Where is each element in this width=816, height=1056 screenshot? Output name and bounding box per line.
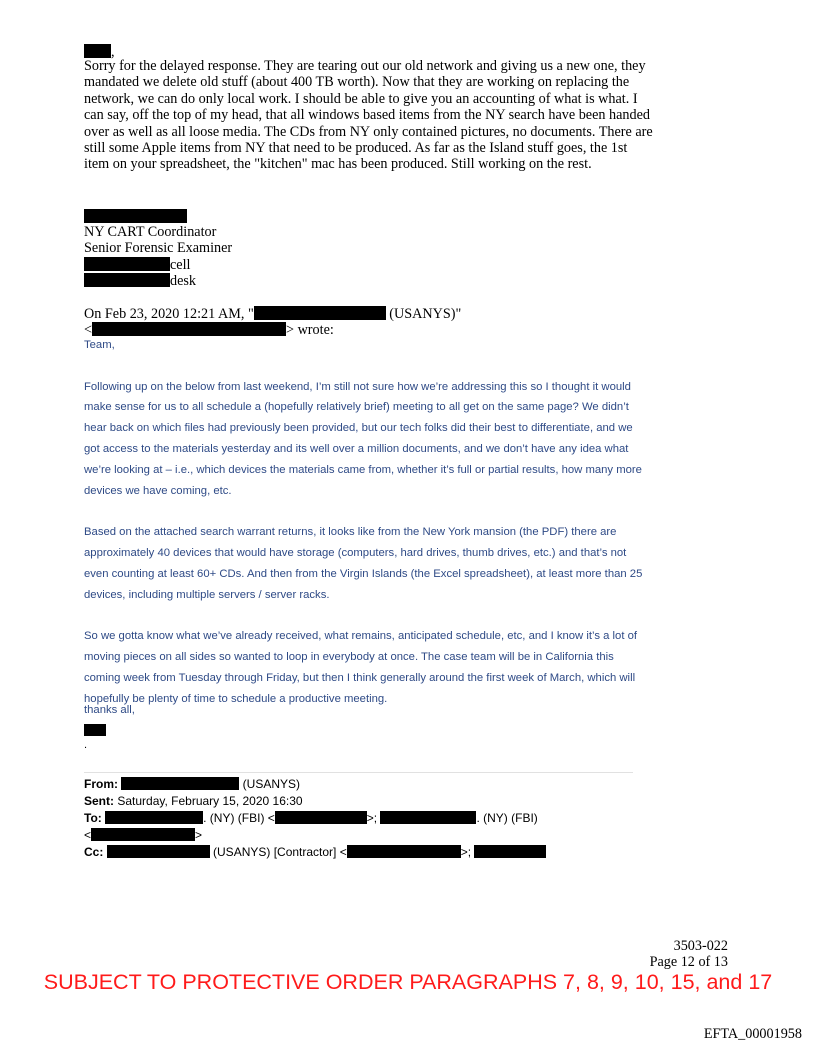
redaction-box [121, 777, 239, 790]
to-text: >; [366, 811, 381, 825]
signature-title: Senior Forensic Examiner [84, 240, 233, 257]
redaction-box [84, 209, 187, 223]
attribution-org: (USANYS)" [385, 306, 462, 322]
signature-cell-line [84, 257, 232, 273]
wrote-label: > wrote: [286, 322, 334, 339]
signature-block [84, 224, 232, 290]
page-number: Page 12 of 13 [649, 954, 728, 971]
divider [84, 772, 633, 773]
redaction-box [275, 811, 367, 824]
cc-text: (USANYS) [Contractor] < [209, 845, 347, 859]
redaction-box [84, 273, 170, 287]
sent-value: Saturday, February 15, 2020 16:30 [114, 794, 303, 808]
to-text: . (NY) (FBI) < [203, 811, 275, 825]
redaction-box [380, 811, 476, 824]
from-line [84, 776, 644, 793]
to-line-continued [84, 827, 644, 844]
redaction-box [254, 306, 386, 320]
email-body: Sorry for the delayed response. They are tearing out our old network and giving us a new one, they mandated we delete old stuff (about 400 TB worth). Now that they are working on replacing the network, we can do only local work. I should be able to give you an accounting of what is what. I can say, off the top of my head, that all windows based items from the NY search have been handed over as well as all loose media. The CDs from NY only contained pictures, no documents. There are still some Apple items from NY that need to be produced. As far as the Island stuff goes, the 1st item on your spreadsheet, the "kitchen" mac has been produced. Still working on the rest. [84, 58, 653, 173]
angle-open: < [84, 322, 93, 339]
from-label: From: [84, 777, 118, 791]
page-footer [650, 938, 728, 971]
closing-signature [84, 724, 106, 751]
to-label: To: [84, 811, 102, 825]
protective-order-notice: SUBJECT TO PROTECTIVE ORDER PARAGRAPHS 7, 8, 9, 10, 15, and 17 [43, 970, 773, 994]
cell-label: cell [170, 256, 191, 273]
desk-label: desk [170, 273, 197, 290]
quoted-message [84, 335, 644, 730]
redaction-box [474, 845, 546, 858]
attribution-date: On Feb 23, 2020 12:21 AM, " [84, 306, 254, 322]
greeting-punctuation: , [111, 44, 115, 60]
closing [84, 700, 135, 721]
sent-label: Sent: [84, 794, 114, 808]
cc-label: Cc: [84, 845, 104, 859]
paragraph: Based on the attached search warrant returns, it looks like from the New York mansion (the PDF) there are approximately 40 devices that would have storage (computers, hard drives, thumb drives, etc.) and that’s not even counting at least 60+ CDs. And then from the Virgin Islands (the Excel spreadsheet), at least more than 25 devices, including multiple servers / server racks. [84, 526, 643, 601]
quoted-attribution [84, 306, 644, 339]
document-number: 3503-022 [673, 938, 728, 954]
redaction-box [84, 724, 106, 736]
bates-number: EFTA_00001958 [703, 1026, 802, 1042]
closing-period: . [84, 739, 88, 751]
redaction-box [84, 44, 111, 58]
signature-desk-line [84, 273, 232, 289]
paragraph: So we gotta know what we’ve already received, what remains, anticipated schedule, etc, and I know it’s a lot of moving pieces on all sides so wanted to loop in everybody at once. The case team will be in California this coming week from Tuesday through Friday, but then I think generally around the first week of March, which will hopefully be plenty of time to schedule a productive meeting. [84, 630, 638, 705]
cc-text: >; [460, 845, 475, 859]
salutation: Team, [84, 339, 115, 351]
redaction-box [347, 845, 461, 858]
redaction-box [84, 257, 170, 271]
redaction-box [105, 811, 203, 824]
sent-line [84, 793, 644, 810]
angle-open: < [84, 828, 92, 842]
closing-text: thanks all, [84, 704, 135, 716]
angle-close: > [195, 828, 203, 842]
redaction-box [107, 845, 210, 858]
signature-title: NY CART Coordinator [84, 224, 217, 240]
cc-line [84, 844, 644, 861]
to-text: . (NY) (FBI) [476, 811, 538, 825]
to-line [84, 810, 644, 827]
from-org: (USANYS) [239, 777, 301, 791]
paragraph: Following up on the below from last weekend, I’m still not sure how we’re addressing this so I thought it would make sense for us to all schedule a (hopefully relatively brief) meeting to all get on the same page? We didn’t hear back on which files had previously been provided, but our tech folks did their best to differentiate, and we got access to the materials yesterday and its well over a million documents, and we don’t have any idea what we’re looking at – i.e., which devices the materials came from, whether it’s full or partial results, how many more devices we have coming, etc. [84, 380, 642, 497]
forwarded-header [84, 776, 644, 861]
redaction-box [91, 828, 195, 841]
attribution-line [84, 306, 644, 322]
